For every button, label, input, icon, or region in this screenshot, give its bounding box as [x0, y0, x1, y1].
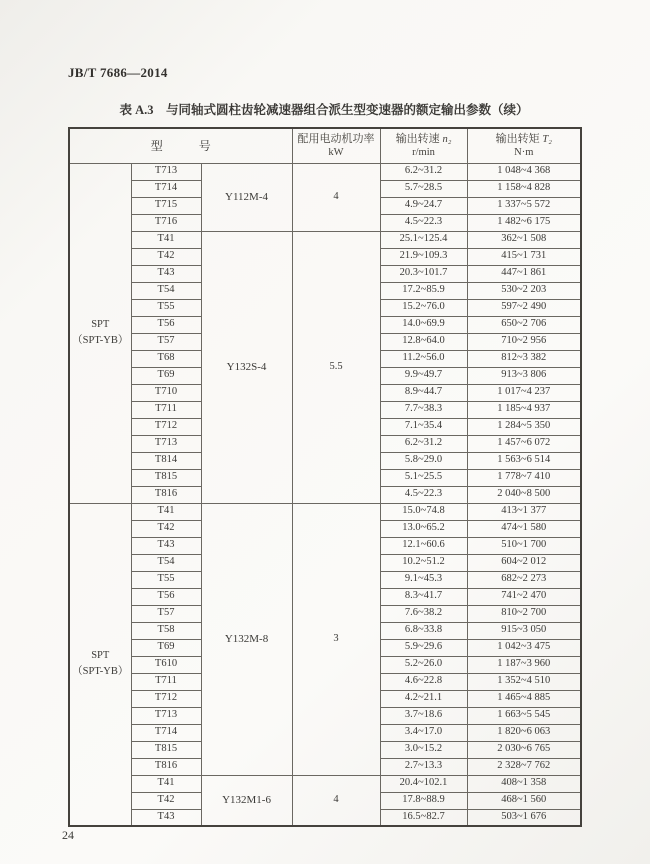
cell-model: T714	[131, 180, 201, 197]
cell-model: T713	[131, 435, 201, 452]
cell-model: T54	[131, 554, 201, 571]
cell-torque: 2 328~7 762	[467, 758, 581, 775]
cell-motor: Y132S-4	[201, 231, 292, 503]
cell-power: 4	[292, 775, 380, 826]
cell-torque: 1 482~6 175	[467, 214, 581, 231]
table-row	[69, 231, 581, 248]
cell-torque: 1 563~6 514	[467, 452, 581, 469]
cell-torque: 597~2 490	[467, 299, 581, 316]
torque-symbol: T₂	[542, 133, 552, 145]
cell-model: T712	[131, 690, 201, 707]
cell-speed: 4.9~24.7	[380, 197, 467, 214]
cell-torque: 1 337~5 572	[467, 197, 581, 214]
cell-model: T816	[131, 758, 201, 775]
cell-speed: 25.1~125.4	[380, 231, 467, 248]
cell-torque: 913~3 806	[467, 367, 581, 384]
cell-torque: 408~1 358	[467, 775, 581, 792]
cell-torque: 1 457~6 072	[467, 435, 581, 452]
cell-model: T610	[131, 656, 201, 673]
cell-torque: 915~3 050	[467, 622, 581, 639]
cell-group-label: SPT （SPT-YB）	[69, 163, 131, 503]
cell-speed: 2.7~13.3	[380, 758, 467, 775]
cell-speed: 20.3~101.7	[380, 265, 467, 282]
speed-header-label: 输出转速 n₂	[395, 132, 452, 145]
cell-model: T41	[131, 775, 201, 792]
table-header-row	[69, 128, 581, 163]
cell-torque: 510~1 700	[467, 537, 581, 554]
col-header-model: 型 号	[69, 128, 292, 163]
cell-speed: 9.1~45.3	[380, 571, 467, 588]
cell-model: T55	[131, 299, 201, 316]
cell-speed: 17.2~85.9	[380, 282, 467, 299]
cell-speed: 20.4~102.1	[380, 775, 467, 792]
cell-model: T713	[131, 163, 201, 180]
table-row	[69, 503, 581, 520]
cell-torque: 1 663~5 545	[467, 707, 581, 724]
cell-speed: 11.2~56.0	[380, 350, 467, 367]
col-header-power	[292, 128, 380, 163]
table-title: 表 A.3 与同轴式圆柱齿轮减速器组合派生型变速器的额定输出参数（续）	[119, 103, 529, 117]
cell-speed: 8.3~41.7	[380, 588, 467, 605]
cell-speed: 6.2~31.2	[380, 435, 467, 452]
cell-torque: 1 158~4 828	[467, 180, 581, 197]
cell-speed: 9.9~49.7	[380, 367, 467, 384]
cell-speed: 4.2~21.1	[380, 690, 467, 707]
cell-speed: 6.8~33.8	[380, 622, 467, 639]
cell-speed: 8.9~44.7	[380, 384, 467, 401]
cell-model: T712	[131, 418, 201, 435]
cell-power: 5.5	[292, 231, 380, 503]
cell-speed: 4.6~22.8	[380, 673, 467, 690]
cell-torque: 710~2 956	[467, 333, 581, 350]
cell-model: T41	[131, 231, 201, 248]
cell-model: T816	[131, 486, 201, 503]
cell-group-label: SPT （SPT-YB）	[69, 503, 131, 826]
cell-model: T43	[131, 537, 201, 554]
table-row	[69, 163, 581, 180]
speed-header-unit: r/min	[412, 147, 435, 159]
cell-torque: 1 187~3 960	[467, 656, 581, 673]
cell-torque: 1 465~4 885	[467, 690, 581, 707]
cell-speed: 5.8~29.0	[380, 452, 467, 469]
cell-speed: 15.0~74.8	[380, 503, 467, 520]
cell-motor: Y132M-8	[201, 503, 292, 775]
cell-torque: 812~3 382	[467, 350, 581, 367]
cell-speed: 7.7~38.3	[380, 401, 467, 418]
cell-speed: 13.0~65.2	[380, 520, 467, 537]
cell-model: T57	[131, 605, 201, 622]
cell-model: T54	[131, 282, 201, 299]
cell-model: T56	[131, 588, 201, 605]
torque-header-unit: N·m	[514, 147, 534, 159]
cell-speed: 10.2~51.2	[380, 554, 467, 571]
cell-speed: 6.2~31.2	[380, 163, 467, 180]
cell-torque: 1 284~5 350	[467, 418, 581, 435]
cell-model: T42	[131, 248, 201, 265]
cell-model: T69	[131, 367, 201, 384]
cell-speed: 15.2~76.0	[380, 299, 467, 316]
cell-model: T42	[131, 520, 201, 537]
cell-speed: 4.5~22.3	[380, 486, 467, 503]
cell-model: T43	[131, 809, 201, 826]
cell-model: T55	[131, 571, 201, 588]
cell-model: T42	[131, 792, 201, 809]
cell-speed: 12.8~64.0	[380, 333, 467, 350]
cell-speed: 5.1~25.5	[380, 469, 467, 486]
power-header-unit: kW	[328, 146, 344, 158]
cell-torque: 474~1 580	[467, 520, 581, 537]
cell-torque: 1 048~4 368	[467, 163, 581, 180]
cell-torque: 413~1 377	[467, 503, 581, 520]
cell-model: T58	[131, 622, 201, 639]
cell-speed: 5.9~29.6	[380, 639, 467, 656]
torque-header-label: 输出转矩 T₂	[495, 132, 552, 145]
doc-number: JB/T 7686—2014	[68, 65, 168, 80]
output-params-table	[68, 127, 582, 827]
cell-torque: 604~2 012	[467, 554, 581, 571]
cell-speed: 14.0~69.9	[380, 316, 467, 333]
cell-torque: 1 820~6 063	[467, 724, 581, 741]
cell-motor: Y112M-4	[201, 163, 292, 231]
cell-torque: 1 185~4 937	[467, 401, 581, 418]
cell-model: T711	[131, 673, 201, 690]
col-header-torque	[467, 128, 581, 163]
cell-torque: 1 017~4 237	[467, 384, 581, 401]
cell-speed: 16.5~82.7	[380, 809, 467, 826]
cell-model: T41	[131, 503, 201, 520]
cell-model: T714	[131, 724, 201, 741]
cell-model: T69	[131, 639, 201, 656]
cell-speed: 17.8~88.9	[380, 792, 467, 809]
cell-model: T711	[131, 401, 201, 418]
cell-model: T68	[131, 350, 201, 367]
cell-model: T57	[131, 333, 201, 350]
cell-torque: 447~1 861	[467, 265, 581, 282]
cell-model: T815	[131, 741, 201, 758]
cell-torque: 530~2 203	[467, 282, 581, 299]
cell-model: T715	[131, 197, 201, 214]
cell-model: T56	[131, 316, 201, 333]
cell-torque: 1 352~4 510	[467, 673, 581, 690]
cell-speed: 3.7~18.6	[380, 707, 467, 724]
cell-torque: 415~1 731	[467, 248, 581, 265]
cell-speed: 21.9~109.3	[380, 248, 467, 265]
cell-speed: 4.5~22.3	[380, 214, 467, 231]
cell-torque: 362~1 508	[467, 231, 581, 248]
cell-model: T815	[131, 469, 201, 486]
cell-torque: 503~1 676	[467, 809, 581, 826]
page-number: 24	[62, 828, 74, 842]
cell-model: T814	[131, 452, 201, 469]
power-header-label: 配用电动机功率	[297, 133, 375, 146]
cell-torque: 650~2 706	[467, 316, 581, 333]
cell-torque: 1 042~3 475	[467, 639, 581, 656]
cell-speed: 12.1~60.6	[380, 537, 467, 554]
col-header-speed	[380, 128, 467, 163]
cell-torque: 2 040~8 500	[467, 486, 581, 503]
cell-torque: 810~2 700	[467, 605, 581, 622]
cell-torque: 741~2 470	[467, 588, 581, 605]
cell-speed: 5.2~26.0	[380, 656, 467, 673]
cell-model: T43	[131, 265, 201, 282]
cell-speed: 7.1~35.4	[380, 418, 467, 435]
cell-model: T713	[131, 707, 201, 724]
cell-motor: Y132M1-6	[201, 775, 292, 826]
cell-torque: 682~2 273	[467, 571, 581, 588]
speed-symbol: n₂	[442, 133, 452, 145]
cell-speed: 3.0~15.2	[380, 741, 467, 758]
cell-torque: 2 030~6 765	[467, 741, 581, 758]
cell-power: 3	[292, 503, 380, 775]
cell-torque: 468~1 560	[467, 792, 581, 809]
cell-torque: 1 778~7 410	[467, 469, 581, 486]
cell-model: T716	[131, 214, 201, 231]
cell-speed: 7.6~38.2	[380, 605, 467, 622]
cell-speed: 5.7~28.5	[380, 180, 467, 197]
cell-power: 4	[292, 163, 380, 231]
table-row	[69, 775, 581, 792]
cell-speed: 3.4~17.0	[380, 724, 467, 741]
cell-model: T710	[131, 384, 201, 401]
